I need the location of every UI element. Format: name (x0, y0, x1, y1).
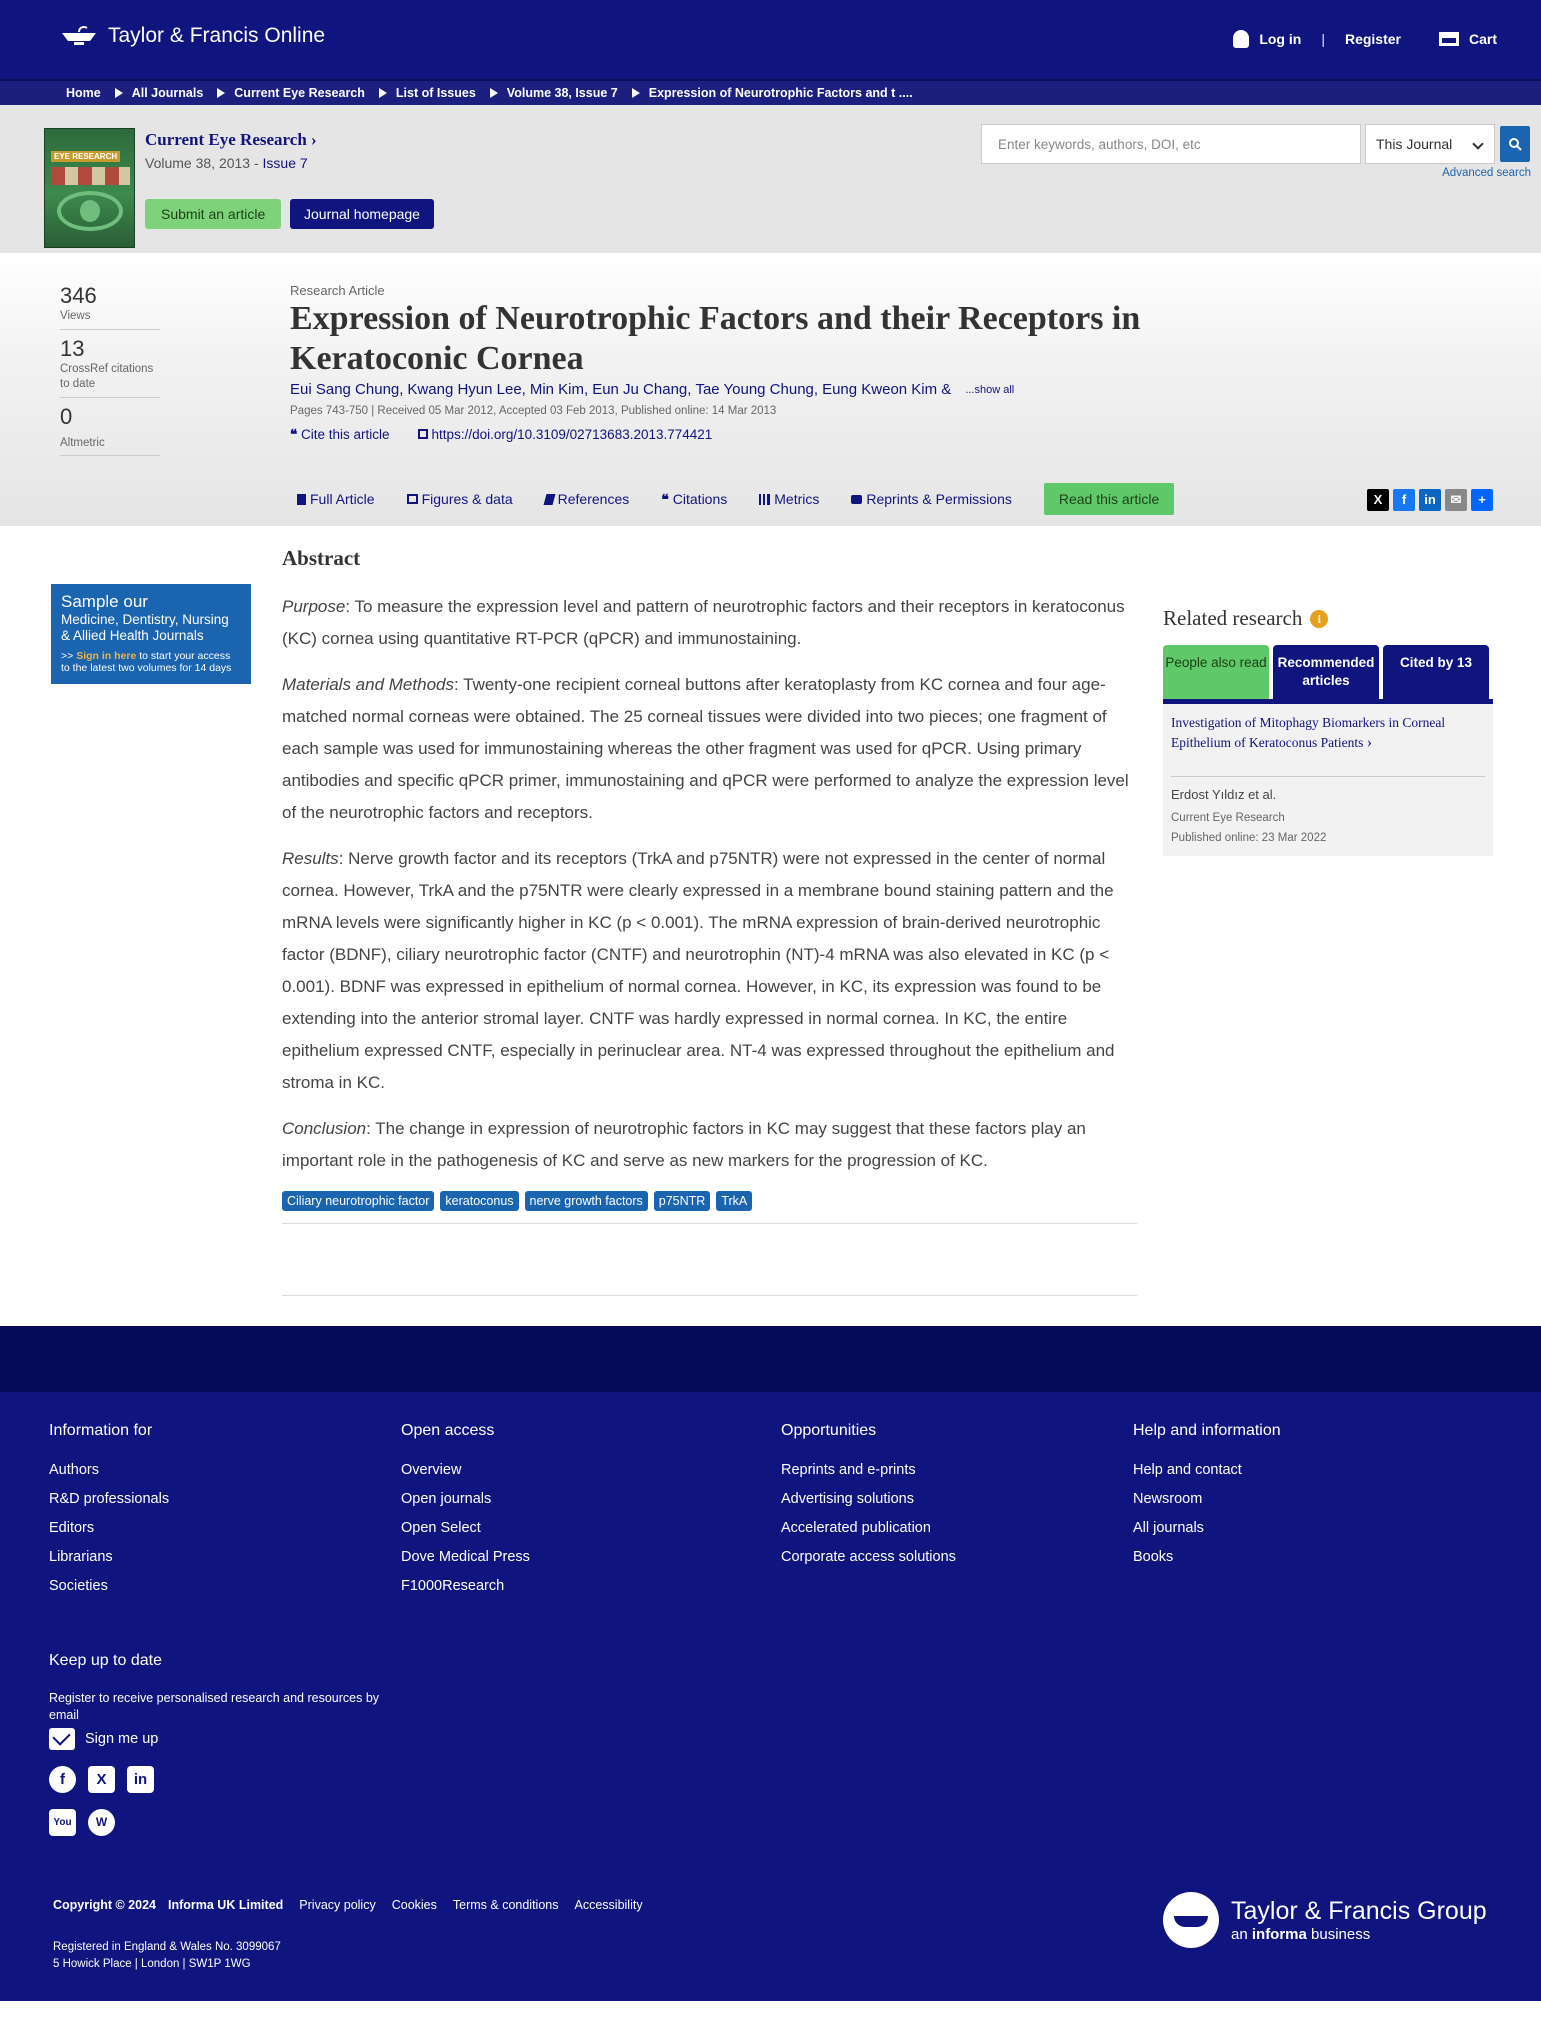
doi-text: https://doi.org/10.3109/02713683.2013.774421 (431, 427, 713, 442)
submit-article-button[interactable]: Submit an article (145, 199, 281, 229)
tab-label: Reprints & Permissions (866, 491, 1012, 507)
metric-crossref[interactable] (60, 336, 160, 398)
metric-label: Altmetric (60, 436, 105, 449)
email-icon (49, 1728, 75, 1750)
cookies-link[interactable]: Cookies (391, 1898, 437, 1912)
document-icon (297, 494, 306, 505)
author-link[interactable]: Eui Sang Chung, (290, 381, 404, 398)
footer-link[interactable]: Reprints and e-prints (781, 1462, 916, 1478)
external-link-icon (418, 429, 428, 439)
related-heading (1163, 606, 1493, 631)
tab-reprints[interactable] (851, 491, 1012, 507)
social-links-2 (49, 1809, 399, 1836)
show-all-authors[interactable]: ...show all (965, 383, 1015, 396)
youtube-icon[interactable]: You (49, 1809, 76, 1836)
tab-full-article[interactable] (297, 491, 375, 507)
footer-link[interactable]: Societies (49, 1578, 108, 1594)
tab-cited-by[interactable]: Cited by 13 (1383, 645, 1489, 699)
footer-link[interactable]: Open Select (401, 1520, 481, 1536)
footer-band (0, 1326, 1541, 1392)
footer-link[interactable]: Dove Medical Press (401, 1549, 530, 1565)
article-header (0, 253, 1541, 526)
quote-icon: ❝ (661, 490, 669, 507)
journal-header (0, 105, 1541, 253)
group-sub-prefix: an (1231, 1926, 1252, 1943)
chevron-right-icon (379, 88, 387, 98)
lamp-icon (1163, 1892, 1219, 1948)
author-link[interactable]: Tae Young Chung, (695, 381, 819, 398)
metric-label: CrossRef citations to date (60, 362, 154, 391)
related-article-date: Published online: 23 Mar 2022 (1171, 831, 1327, 844)
metric-altmetric[interactable] (60, 404, 160, 457)
keep-up-to-date (49, 1652, 399, 1836)
metric-views[interactable] (60, 283, 160, 330)
related-article-journal: Current Eye Research (1171, 811, 1285, 824)
breadcrumb-volume[interactable]: Volume 38, Issue 7 (506, 86, 618, 100)
image-icon (407, 494, 418, 504)
login-link[interactable]: Log in (1259, 31, 1302, 47)
volume-text: Volume 38, 2013 - (145, 155, 263, 171)
chevron-right-icon: › (311, 130, 317, 149)
promo-line3-text: to start your access to the latest two volumes for 14 days (61, 650, 232, 675)
registration-info (53, 1939, 281, 1974)
footer-column-help (1133, 1422, 1281, 1578)
chevron-right-icon (115, 88, 123, 98)
article-body (0, 526, 1541, 1326)
copyright-text: Copyright © 2024 (53, 1898, 156, 1912)
informa-link[interactable]: Informa UK Limited (168, 1898, 284, 1912)
chevron-right-icon (632, 88, 640, 98)
sample-journals-promo[interactable] (51, 584, 251, 684)
promo-signin-link[interactable]: Sign in here (76, 650, 137, 663)
search-icon (1508, 137, 1522, 151)
linkedin-icon[interactable]: in (127, 1766, 154, 1793)
journal-cover-image[interactable] (44, 128, 135, 248)
footer-link[interactable]: Corporate access solutions (781, 1549, 956, 1565)
article-metrics (60, 283, 160, 462)
tf-group-text (1231, 1897, 1487, 1943)
weibo-icon[interactable]: W (88, 1809, 115, 1836)
keep-text: Register to receive personalised research and resources by email (49, 1691, 380, 1722)
footer-link[interactable]: Advertising solutions (781, 1491, 914, 1507)
user-icon (1233, 30, 1249, 48)
tab-label: Citations (672, 491, 728, 507)
book-icon (543, 494, 555, 505)
cite-article-link[interactable] (290, 427, 390, 443)
doi-link[interactable] (418, 427, 713, 443)
eye-icon (57, 191, 123, 231)
promo-line1: Sample our (61, 592, 148, 611)
tab-label: References (557, 491, 630, 507)
abstract-results (282, 843, 1137, 1099)
author-link[interactable]: Kwang Hyun Lee, (407, 381, 526, 398)
keyword-tag[interactable]: keratoconus (440, 1191, 518, 1211)
chevron-right-icon (490, 88, 498, 98)
metric-value: 0 (60, 403, 73, 429)
journal-volume (145, 155, 308, 171)
related-tabs (1163, 645, 1493, 699)
sign-me-up-label: Sign me up (85, 1730, 159, 1747)
divider (282, 1295, 1137, 1296)
tab-label: Figures & data (421, 491, 513, 507)
tab-references[interactable] (545, 491, 630, 507)
user-menu (1233, 30, 1497, 48)
top-header (0, 0, 1541, 79)
email-icon[interactable]: ✉ (1445, 489, 1467, 511)
advanced-search-link[interactable]: Advanced search (1442, 167, 1531, 179)
accessibility-link[interactable]: Accessibility (574, 1898, 643, 1912)
sign-me-up-link[interactable] (49, 1728, 399, 1750)
promo-arrow: >> (61, 650, 77, 663)
author-link[interactable]: Min Kim, (529, 381, 589, 398)
related-article-card (1163, 699, 1493, 856)
group-sub (1231, 1926, 1487, 1943)
results-label: Results (282, 849, 339, 868)
terms-link[interactable]: Terms & conditions (452, 1898, 559, 1912)
keyword-tag[interactable]: p75NTR (654, 1191, 711, 1211)
tab-citations[interactable] (661, 491, 727, 508)
register-link[interactable]: Register (1344, 31, 1401, 47)
lamp-icon (60, 25, 98, 47)
article-tabs (297, 483, 1174, 515)
logo-text: Taylor & Francis Online (108, 24, 326, 47)
purpose-text: : To measure the expression level and pattern of neurotrophic factors and their receptors in keratoconus (KC) cornea using quantitative RT-PCR (qPCR) and immunostaining. (282, 597, 1125, 648)
footer-column-open-access (401, 1422, 530, 1607)
footer-column-opportunities (781, 1422, 956, 1578)
issue-link[interactable]: Issue 7 (262, 155, 308, 171)
keyword-tag[interactable]: TrkA (716, 1191, 752, 1211)
breadcrumb-all-journals[interactable]: All Journals (131, 86, 204, 100)
metric-value: 13 (60, 335, 85, 361)
abstract-heading: Abstract (282, 546, 361, 570)
quote-icon: ❝ (290, 427, 302, 442)
breadcrumb-issues[interactable]: List of Issues (395, 86, 476, 100)
registered-address: 5 Howick Place | London | SW1P 1WG (53, 1958, 251, 1971)
metric-value: 346 (60, 283, 97, 308)
privacy-link[interactable]: Privacy policy (299, 1898, 376, 1912)
methods-label: Materials and Methods (282, 675, 454, 694)
footer-link[interactable]: Overview (401, 1462, 462, 1478)
tab-people-also-read[interactable]: People also read (1163, 645, 1269, 699)
footer-link[interactable]: Authors (49, 1462, 99, 1478)
abstract-section (282, 546, 1137, 1224)
cover-title: EYE RESEARCH (51, 151, 120, 162)
breadcrumb-home[interactable]: Home (66, 86, 101, 100)
tab-label: Full Article (310, 491, 375, 507)
cite-label: Cite this article (301, 427, 390, 442)
related-heading-text: Related research (1163, 606, 1303, 630)
related-article-title: Investigation of Mitophagy Biomarkers in Corneal Epithelium of Keratoconus Patients (1171, 715, 1446, 751)
facebook-icon[interactable]: f (1393, 489, 1415, 511)
keyword-tag[interactable]: Ciliary neurotrophic factor (282, 1191, 434, 1211)
search-button[interactable] (1500, 126, 1530, 162)
separator: | (1321, 31, 1325, 47)
abstract-purpose (282, 591, 1137, 655)
footer-link[interactable]: Help and contact (1133, 1462, 1242, 1478)
linkedin-icon[interactable]: in (1419, 489, 1441, 511)
article-title: Expression of Neurotrophic Factors and their Receptors in Keratoconic Cornea (290, 300, 1141, 377)
group-name: Taylor & Francis Group (1231, 1897, 1487, 1925)
footer-heading: Information for (49, 1422, 153, 1439)
tf-group-logo[interactable] (1163, 1892, 1487, 1948)
footer-link[interactable]: Books (1133, 1549, 1174, 1565)
share-bar (1367, 489, 1493, 511)
tab-figures[interactable] (407, 491, 513, 507)
footer-link[interactable]: R&D professionals (49, 1491, 170, 1507)
footer-heading: Open access (401, 1422, 495, 1439)
footer-link[interactable]: Newsroom (1133, 1491, 1203, 1507)
breadcrumb-journal[interactable]: Current Eye Research (234, 86, 365, 100)
footer-heading: Help and information (1133, 1422, 1281, 1439)
group-sub-suffix: business (1306, 1926, 1371, 1943)
print-icon (851, 495, 862, 504)
author-link[interactable]: Eung Kweon Kim & (822, 381, 952, 398)
footer-column-information (49, 1422, 169, 1607)
footer-link[interactable]: All journals (1133, 1520, 1204, 1536)
author-list (290, 381, 1014, 398)
share-icon[interactable]: + (1471, 489, 1493, 511)
metric-label: Views (60, 310, 91, 322)
copyright-row (53, 1898, 643, 1912)
journal-title: Current Eye Research (145, 130, 307, 149)
conclusion-text: : The change in expression of neurotrophic factors in KC may suggest that these factors play an important role in the pathogenesis of KC and serve as new markers for the progression of KC. (282, 1119, 1086, 1170)
chevron-right-icon: › (1366, 734, 1373, 752)
promo-line3 (61, 650, 241, 674)
footer-heading: Opportunities (781, 1422, 877, 1439)
chevron-right-icon (217, 88, 225, 98)
facebook-icon[interactable]: f (49, 1766, 76, 1793)
journal-homepage-button[interactable]: Journal homepage (290, 199, 434, 229)
x-icon[interactable]: X (1367, 489, 1389, 511)
registration-number: Registered in England & Wales No. 3099067 (53, 1941, 281, 1953)
read-article-button[interactable]: Read this article (1044, 483, 1174, 515)
keyword-list (282, 1191, 1137, 1224)
author-link[interactable]: Eun Ju Chang, (592, 381, 692, 398)
footer-link[interactable]: Open journals (401, 1491, 492, 1507)
tab-metrics[interactable] (759, 491, 819, 507)
abstract-conclusion (282, 1113, 1137, 1177)
tab-recommended[interactable]: Recommended articles (1273, 645, 1379, 699)
cite-row (290, 427, 712, 443)
cover-pictures (51, 167, 130, 185)
footer-link[interactable]: Editors (49, 1520, 95, 1536)
x-icon[interactable]: X (88, 1766, 115, 1793)
breadcrumb-current: Expression of Neurotrophic Factors and t .... (648, 86, 913, 100)
footer-link[interactable]: Accelerated publication (781, 1520, 931, 1536)
related-article-author: Erdost Yıldız et al. (1171, 786, 1277, 802)
related-research (1163, 606, 1493, 856)
search-input[interactable]: Enter keywords, authors, DOI, etc (981, 124, 1361, 164)
group-sub-bold: informa (1251, 1926, 1307, 1943)
methods-text: : Twenty-one recipient corneal buttons after keratoplasty from KC cornea and four age-matched normal corneas were obtained. The 25 corneal tissues were divided into two pieces; one fragment of each sample was used for immunostaining whereas the other fragment was used for qPCR. Using primary antibodies and specific qPCR primer, immunostaining and qPCR were performed to analyze the expression level of the neurotrophic factors and receptors. (282, 675, 1129, 822)
tab-label: Metrics (774, 491, 820, 507)
bar-chart-icon (759, 494, 770, 505)
publication-info: Pages 743-750 | Received 05 Mar 2012, Accepted 03 Feb 2013, Published online: 14 Mar 2013 (290, 405, 777, 417)
purpose-label: Purpose (282, 597, 346, 616)
conclusion-label: Conclusion (282, 1119, 367, 1138)
cart-link[interactable]: Cart (1468, 31, 1497, 47)
tandf-logo[interactable] (60, 24, 325, 48)
footer-link[interactable]: Librarians (49, 1549, 113, 1565)
search-scope-select[interactable]: This Journal (1365, 124, 1495, 164)
social-links (49, 1766, 399, 1793)
breadcrumb (0, 79, 1541, 105)
related-article-link[interactable] (1171, 714, 1485, 777)
keep-heading: Keep up to date (49, 1652, 162, 1669)
info-icon[interactable]: i (1310, 610, 1328, 628)
promo-line2: Medicine, Dentistry, Nursing & Allied Health Journals (61, 612, 229, 644)
results-text: : Nerve growth factor and its receptors (TrkA and p75NTR) were not expressed in the center of normal cornea. However, TrkA and the p75NTR were clearly expressed in a membrane bound staining pattern and the mRNA levels were significantly higher in KC (p < 0.001). The mRNA expression of brain-derived neurotrophic factor (BDNF), ciliary neurotrophic factor (CNTF) and neurotrophin (NT)-4 mRNA was also elevated in KC (p < 0.001). BDNF was expressed in epithelium of normal cornea. However, in KC, its expression was found to be extending into the anterior stromal layer. CNTF was hardly expressed in normal cornea. In KC, the entire epithelium expressed CNTF, especially in perinuclear area. NT-4 was expressed throughout the epithelium and stroma in KC. (282, 849, 1115, 1092)
cart-icon[interactable] (1439, 32, 1459, 46)
footer-link[interactable]: F1000Research (401, 1578, 505, 1594)
article-type: Research Article (290, 283, 385, 298)
keyword-tag[interactable]: nerve growth factors (525, 1191, 648, 1211)
journal-title-link[interactable] (145, 130, 317, 150)
site-footer (0, 1392, 1541, 2001)
abstract-methods (282, 669, 1137, 829)
